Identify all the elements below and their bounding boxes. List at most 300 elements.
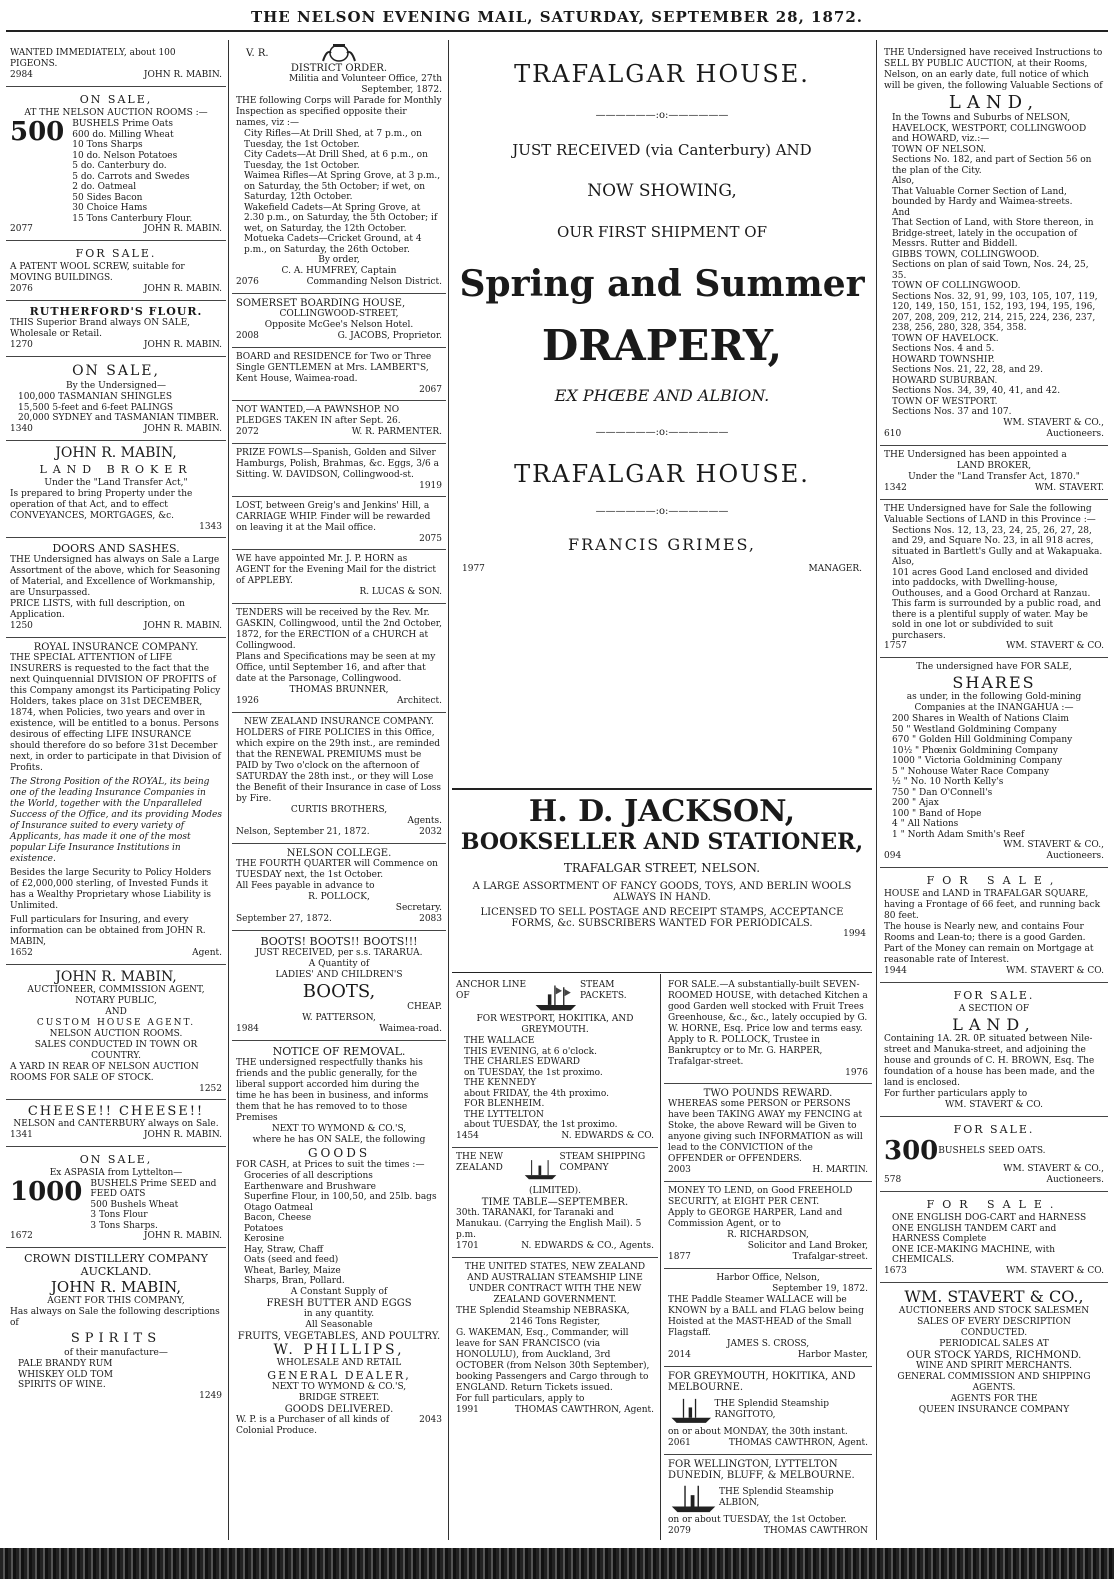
column-divider bbox=[228, 40, 229, 1540]
text: R. RICHARDSON, bbox=[727, 1230, 809, 1240]
text: AUCTIONEER, COMMISSION AGENT, bbox=[27, 984, 205, 995]
text: Harbor Master, bbox=[797, 1350, 868, 1360]
list-item: 3 Tons Sharps. bbox=[90, 1220, 158, 1231]
list-item: THE LYTTELTON bbox=[464, 1109, 544, 1120]
text: 1984 bbox=[236, 1024, 259, 1034]
text: 1270 bbox=[10, 340, 33, 350]
text: 1991 bbox=[456, 1404, 479, 1415]
column-3b bbox=[664, 976, 872, 1544]
text: 2079 bbox=[668, 1526, 691, 1536]
flour-ad bbox=[6, 301, 226, 357]
text: GOODS bbox=[307, 1146, 371, 1160]
text: NOW SHOWING, bbox=[587, 181, 737, 201]
text: 2072 bbox=[236, 427, 259, 437]
us-nz-steamship-ad bbox=[452, 1258, 658, 1421]
text: Has always on Sale the following descriptions of bbox=[10, 1307, 220, 1328]
text: A YARD IN REAR OF NELSON AUCTION ROOMS FOR SALE OF STOCK. bbox=[10, 1061, 199, 1083]
ad-rule bbox=[452, 788, 872, 790]
text: 500 bbox=[10, 117, 65, 147]
text: 2043 bbox=[419, 1414, 442, 1425]
text: All Seasonable bbox=[305, 1319, 373, 1330]
list-item: 10 Tons Sharps bbox=[72, 140, 143, 150]
text: FRANCIS GRIMES, bbox=[568, 535, 756, 554]
list-item: FOR BLENHEIM. bbox=[464, 1099, 545, 1109]
text: WANTED IMMEDIATELY, about 100 PIGEONS. bbox=[10, 48, 176, 69]
text: 1341 bbox=[10, 1129, 33, 1140]
item-list bbox=[456, 1036, 654, 1131]
text: The undersigned have FOR SALE, bbox=[916, 662, 1072, 672]
reward-ad bbox=[664, 1084, 872, 1182]
text: WM. STAVERT & CO. bbox=[945, 1100, 1043, 1110]
land-for-sale-ad bbox=[880, 500, 1108, 659]
list-item: 10½ " Phœnix Goldmining Company bbox=[892, 745, 1058, 756]
list-item: BUSHELS Prime SEED and FEED OATS bbox=[90, 1178, 217, 1199]
item-list bbox=[884, 1213, 1104, 1266]
list-item: Wakefield Cadets—At Spring Grove, at 2.30 p.m., on Saturday, the 5th October; if wet, on Saturday, the 12th October. bbox=[244, 202, 438, 234]
text: NOT WANTED,—A PAWNSHOP. NO PLEDGES TAKEN IN after Sept. 26. bbox=[236, 405, 401, 426]
text: Harbor Office, Nelson, bbox=[716, 1273, 820, 1283]
masthead: THE NELSON EVENING MAIL, SATURDAY, SEPTEMBER 28, 1872. bbox=[250, 8, 864, 26]
text: ——————:o:—————— bbox=[595, 427, 729, 438]
royal-arms-icon bbox=[319, 44, 359, 63]
text: 1757 bbox=[884, 641, 907, 651]
text: 1249 bbox=[199, 1390, 222, 1401]
district-order-ad bbox=[232, 44, 446, 294]
text: 2076 bbox=[236, 277, 259, 287]
text: THIS Superior Brand always ON SALE, Wholesale or Retail. bbox=[10, 318, 191, 339]
text: AGENTS. bbox=[972, 1382, 1016, 1393]
text: W. PHILLIPS, bbox=[273, 1341, 405, 1358]
text: THE following Corps will Parade for Monthly Inspection as specified opposite their names, viz :— bbox=[236, 96, 442, 128]
text: 1000 bbox=[10, 1176, 83, 1207]
text: September 27, 1872. bbox=[236, 914, 332, 924]
text: GENERAL DEALER, bbox=[267, 1368, 411, 1382]
list-item: 1000 " Victoria Goldmining Company bbox=[892, 756, 1063, 766]
text: NEW ZEALAND INSURANCE COMPANY. bbox=[244, 717, 434, 727]
lost-ad bbox=[232, 497, 446, 550]
removal-ad bbox=[232, 1041, 446, 1442]
text: THE FOURTH QUARTER will Commence on TUESDAY next, the 1st October. bbox=[236, 859, 438, 880]
text: PRICE LISTS, with full description, on Application. bbox=[10, 598, 185, 620]
text: EX PHŒBE AND ALBION. bbox=[554, 386, 770, 405]
list-item: That Section of Land, with Store thereon, in Bridge-street, lately in the occupation of Messrs. Rutter and Biddell. bbox=[892, 218, 1094, 249]
list-item: 2 do. Oatmeal bbox=[72, 182, 137, 192]
text: BRIDGE STREET. bbox=[298, 1392, 380, 1403]
list-item: about FRIDAY, the 4th proximo. bbox=[464, 1088, 609, 1099]
text: COLLINGWOOD-STREET, bbox=[279, 309, 399, 319]
text: LICENSED TO SELL POSTAGE AND RECEIPT STAMPS, ACCEPTANCE FORMS, &c. SUBSCRIBERS WANTED FOR PERIODICALS. bbox=[480, 907, 844, 929]
list-item: Also, bbox=[892, 176, 915, 186]
column-1 bbox=[6, 44, 226, 1544]
text: FOR WESTPORT, HOKITIKA, AND GREYMOUTH. bbox=[476, 1014, 634, 1035]
text: Containing 1A. 2R. 0P. situated between Nile-street and Manuka-street, and adjoining the house and grounds of C. H. BROWN, Esq. The foundation of a house has been made, and the land is enclosed. bbox=[884, 1034, 1095, 1088]
text: TENDERS will be received by the Rev. Mr. GASKIN, Collingwood, until the 2nd October, 1872, for the ERECTION of a CHURCH at Collingwood. bbox=[236, 608, 442, 651]
list-item: 30 Choice Hams bbox=[72, 203, 148, 213]
text: A SECTION OF bbox=[958, 1004, 1030, 1014]
masthead-rule bbox=[6, 30, 1108, 32]
land-broker-ad bbox=[6, 441, 226, 538]
list-item: Sections Nos. 32, 91, 99, 103, 105, 107, 119, 120, 149, 150, 151, 152, 193, 194, 195, 196, 207, 208, 209, 212, 214, 215, 224, 236, 237, 238, 256, 280, 328, 354, 358. bbox=[892, 291, 1098, 333]
text: 2032 bbox=[419, 827, 442, 837]
text: Trafalgar-street. bbox=[792, 1252, 868, 1262]
hd-jackson-ad bbox=[452, 794, 872, 974]
dog-cart-ad bbox=[880, 1192, 1108, 1283]
list-item: 200 Shares in Wealth of Nations Claim bbox=[892, 714, 1069, 724]
item-list bbox=[884, 526, 1104, 642]
text: JOHN R. MABIN, bbox=[55, 444, 177, 461]
text: Apply to GEORGE HARPER, Land and Commission Agent, or to bbox=[668, 1208, 843, 1229]
item-list bbox=[884, 714, 1104, 840]
column-2 bbox=[232, 44, 446, 1544]
item-list bbox=[10, 392, 222, 424]
text: BOOTS, bbox=[302, 981, 376, 1002]
list-item: WHISKEY OLD TOM bbox=[18, 1369, 113, 1380]
text: AND bbox=[105, 1006, 127, 1017]
text: CHEAP. bbox=[407, 1002, 442, 1012]
text: 1454 bbox=[456, 1130, 479, 1141]
text: Auctioneers. bbox=[1046, 428, 1104, 439]
list-item: Superfine Flour, in 100,50, and 25lb. bags bbox=[244, 1192, 437, 1202]
trafalgar-square-ad bbox=[880, 868, 1108, 983]
text: By the Undersigned— bbox=[65, 381, 167, 391]
text: The Strong Position of the ROYAL, its being one of the leading Insurance Companies in the World, together with the Unparalleled Success of the Office, and its providing Modes of Insurance suited to every variety of Applicants, has made it one of the most popular Life Insurance Institutions in existence. bbox=[10, 776, 223, 864]
cheese-ad bbox=[6, 1100, 226, 1147]
item-list bbox=[10, 1359, 222, 1391]
text: 578 bbox=[884, 1175, 902, 1185]
text: STEAM SHIPPING COMPANY bbox=[559, 1151, 646, 1173]
text: A LARGE ASSORTMENT OF FANCY GOODS, TOYS, AND BERLIN WOOLS ALWAYS IN HAND. bbox=[472, 881, 852, 903]
list-item: Sections Nos. 12, 13, 23, 24, 25, 26, 27, 28, and 29, and Square No. 23, in all 918 acres, situated in Bartlett's Gully and at Wakapuaka. bbox=[892, 525, 1103, 557]
text: on or about TUESDAY, the 1st October. bbox=[668, 1515, 847, 1525]
text: SPIRITS bbox=[70, 1331, 162, 1346]
text: AGENT FOR THIS COMPANY, bbox=[47, 1296, 185, 1306]
doors-ad bbox=[6, 538, 226, 638]
text: NEXT TO WYMOND & CO.'S, bbox=[271, 1381, 407, 1392]
text: AT THE NELSON AUCTION ROOMS :— bbox=[24, 108, 208, 118]
text: Agent. bbox=[192, 947, 222, 958]
column-divider bbox=[660, 974, 661, 1540]
text: 300 bbox=[884, 1136, 939, 1166]
text: ON SALE, bbox=[79, 93, 153, 106]
text: FOR SALE.—A substantially-built SEVEN-ROOMED HOUSE, with detached Kitchen a good Garden well stocked with Fruit Trees Greenhouse, &c., &c., lately occupied by G. W. HORNE, Esq. Price low and terms easy. bbox=[668, 980, 868, 1034]
list-item: Sections on plan of said Town, Nos. 24, 25, 35. bbox=[892, 260, 1089, 281]
nz-insurance-ad bbox=[232, 713, 446, 844]
text: NELSON and CANTERBURY always on Sale. bbox=[13, 1118, 219, 1129]
seed-oats-stavert-ad bbox=[880, 1117, 1108, 1192]
text: as under, in the following Gold-mining Companies at the INANGAHUA :— bbox=[906, 692, 1082, 713]
text: FOR WELLINGTON, LYTTELTON DUNEDIN, BLUFF, & MELBOURNE. bbox=[668, 1459, 855, 1481]
text: 2984 bbox=[10, 70, 33, 80]
trafalgar-house-ad bbox=[452, 44, 872, 684]
list-item: 50 Sides Bacon bbox=[72, 192, 143, 203]
list-item: Potatoes bbox=[244, 1223, 284, 1234]
item-list bbox=[884, 113, 1104, 418]
text: ——————:o:—————— bbox=[595, 506, 729, 517]
list-item: 3 Tons Flour bbox=[90, 1210, 148, 1220]
list-item: Waimea Rifles—At Spring Grove, at 3 p.m., on Saturday, the 5th October; if wet, on Saturday, 12th October. bbox=[244, 171, 441, 202]
list-item: That Valuable Corner Section of Land, bounded by Hardy and Waimea-streets. bbox=[892, 186, 1073, 207]
list-item: 600 do. Milling Wheat bbox=[72, 129, 174, 140]
text: LAND, bbox=[948, 92, 1040, 113]
text: 1877 bbox=[668, 1252, 691, 1262]
text: WHEREAS some PERSON or PERSONS have been TAKING AWAY my FENCING at Stoke, the above Reward will be Given to anyone giving such INFORMATION as will lead to the CONVICTION of the OFFENDER or OFFENDERS. bbox=[668, 1099, 863, 1164]
text: SOMERSET BOARDING HOUSE, bbox=[236, 298, 406, 309]
text: DISTRICT ORDER. bbox=[290, 63, 388, 74]
text: FOR SALE. bbox=[953, 1123, 1035, 1136]
text: LOST, between Greig's and Jenkins' Hill, a CARRIAGE WHIP. Finder will be rewarded on leaving it at the Mail office. bbox=[236, 501, 431, 533]
text: THE Undersigned has always on Sale a Large Assortment of the above, which for Seasoning of Material, and Excellence of Workmanship, are Unsurpassed. bbox=[10, 554, 221, 598]
list-item: City Cadets—At Drill Shed, at 6 p.m., on Tuesday, the 1st October. bbox=[244, 150, 428, 171]
text: THE UNITED STATES, NEW ZEALAND AND AUSTRALIAN STEAMSHIP LINE bbox=[464, 1261, 646, 1283]
column-3a bbox=[452, 976, 658, 1544]
text: 2083 bbox=[419, 914, 442, 924]
list-item: SPIRITS OF WINE. bbox=[18, 1380, 106, 1390]
text: 1926 bbox=[236, 696, 259, 706]
agent-appleby-ad bbox=[232, 550, 446, 604]
text: 1652 bbox=[10, 947, 33, 958]
text: THE Paddle Steamer WALLACE will be KNOWN by a BALL and FLAG below being Hoisted at the MAST-HEAD of the Small Flagstaff. bbox=[668, 1295, 864, 1338]
text: LAND BROKER bbox=[39, 462, 193, 476]
list-item: And bbox=[892, 207, 911, 218]
text: NELSON AUCTION ROOMS. bbox=[49, 1028, 183, 1039]
steamship-icon bbox=[532, 980, 580, 1014]
list-item: on TUESDAY, the 1st proximo. bbox=[464, 1067, 603, 1078]
text: JOHN R. MABIN. bbox=[143, 284, 222, 294]
text: QUEEN INSURANCE COMPANY bbox=[918, 1404, 1070, 1415]
list-item: 1 " North Adam Smith's Reef bbox=[892, 829, 1025, 840]
list-item: 15,500 5-feet and 6-feet PALINGS bbox=[18, 402, 174, 413]
text: A Quantity of bbox=[308, 959, 370, 969]
text: 2076 bbox=[10, 284, 33, 294]
text: Plans and Specifications may be seen at my Office, until September 16, and after that date at the Parsonage, Collingwood. bbox=[236, 652, 436, 684]
text: BOOKSELLER AND STATIONER, bbox=[460, 829, 864, 855]
text: DOORS AND SASHES. bbox=[52, 541, 180, 555]
list-item: In the Towns and Suburbs of NELSON, HAVELOCK, WESTPORT, COLLINGWOOD and HOWARD, viz.:— bbox=[892, 113, 1087, 144]
text: OUR STOCK YARDS, RICHMOND. bbox=[906, 1349, 1082, 1361]
text: GENERAL COMMISSION AND SHIPPING bbox=[897, 1371, 1091, 1382]
steamship-icon bbox=[668, 1481, 719, 1515]
text: where he has ON SALE, the following bbox=[252, 1135, 426, 1145]
text: OUR FIRST SHIPMENT OF bbox=[557, 223, 767, 241]
list-item: Sections Nos. 21, 22, 28, and 29. bbox=[892, 365, 1043, 375]
text: For further particulars apply to bbox=[884, 1089, 1028, 1099]
text: 1944 bbox=[884, 966, 907, 976]
text: NEXT TO WYMOND & CO.'S, bbox=[271, 1124, 407, 1134]
text: V. R. bbox=[246, 48, 269, 59]
text: 30th. TARANAKI, for Taranaki and Manukau. (Carrying the English Mail). 5 p.m. bbox=[456, 1207, 642, 1240]
list-item: 670 " Golden Hill Goldmining Company bbox=[892, 735, 1073, 745]
shingles-ad bbox=[6, 357, 226, 441]
text: A Constant Supply of bbox=[290, 1286, 388, 1297]
text: Auctioneers. bbox=[1046, 1175, 1104, 1185]
seed-oats-ad bbox=[6, 1147, 226, 1249]
list-item: Earthenware and Brushware bbox=[244, 1181, 376, 1192]
list-item: ONE ICE-MAKING MACHINE, with CHEMICALS. bbox=[892, 1244, 1055, 1265]
list-item: HOWARD SUBURBAN. bbox=[892, 375, 998, 386]
text: AUCTIONEERS AND STOCK SALESMEN bbox=[898, 1305, 1090, 1316]
text: 2061 bbox=[668, 1438, 691, 1448]
list-item: Sections Nos. 4 and 5. bbox=[892, 344, 995, 354]
text: JOHN R. MABIN. bbox=[143, 1231, 222, 1241]
text: BOARD and RESIDENCE for Two or Three Single GENTLEMEN at Mrs. LAMBERT'S, Kent House, Waimea-road. bbox=[236, 352, 432, 384]
list-item: Also, bbox=[892, 557, 915, 567]
text: 1340 bbox=[10, 423, 33, 434]
text: LADIES' AND CHILDREN'S bbox=[275, 970, 403, 980]
text: 2008 bbox=[236, 331, 259, 341]
text: C. A. HUMFREY, Captain bbox=[281, 266, 397, 276]
text: AGENTS FOR THE bbox=[950, 1393, 1038, 1404]
public-auction-ad bbox=[880, 44, 1108, 446]
text: WE have appointed Mr. J. P. HORN as AGENT for the Evening Mail for the district of APPLEBY. bbox=[236, 554, 437, 586]
text: Full particulars for Insuring, and every information can be obtained from JOHN R. MABIN, bbox=[10, 914, 206, 947]
list-item: TOWN OF HAVELOCK. bbox=[892, 333, 999, 344]
list-item: THE WALLACE bbox=[464, 1036, 535, 1046]
greymouth-ad bbox=[664, 1367, 872, 1455]
list-item: TOWN OF COLLINGWOOD. bbox=[892, 281, 1021, 291]
nz-shipping-ad bbox=[452, 1148, 658, 1258]
list-item: TOWN OF NELSON. bbox=[892, 144, 986, 155]
text: UNDER CONTRACT WITH THE NEW ZEALAND GOVERNMENT. bbox=[468, 1283, 642, 1305]
fowls-ad bbox=[232, 444, 446, 497]
text: WM. STAVERT & CO., bbox=[904, 1286, 1084, 1306]
text: The house is Nearly new, and contains Four Rooms and Lean-to; there is a good Garden. bbox=[884, 922, 1086, 943]
list-item: 101 acres Good Land enclosed and divided into paddocks, with Dwelling-house, Outhouses, and a Good Orchard at Ranzau. This farm is surrounded by a public road, and there is a plentiful supply of water. May be sold in one lot or subdivided to suit purchasers. bbox=[892, 567, 1102, 641]
text: Besides the large Security to Policy Holders of £2,000,000 sterling, of Invested Funds it has a Wealthy Proprietary whose Liability is Unlimited. bbox=[10, 867, 212, 911]
wanted-ad bbox=[6, 44, 226, 87]
list-item: 20,000 SYDNEY and TASMANIAN TIMBER. bbox=[18, 413, 219, 423]
text: For full particulars, apply to bbox=[456, 1393, 585, 1404]
text: 2014 bbox=[668, 1350, 691, 1360]
text: 094 bbox=[884, 851, 902, 861]
text: of their manufacture— bbox=[64, 1348, 168, 1358]
text: Spring and Summer bbox=[459, 263, 865, 305]
text: THE Splendid Steamship RANGITOTO, bbox=[714, 1399, 830, 1420]
steamship-icon bbox=[668, 1393, 714, 1427]
text: WM. STAVERT & CO., bbox=[1003, 417, 1104, 428]
text: THE Splendid Steamship ALBION, bbox=[719, 1487, 834, 1508]
text: SALES OF EVERY DESCRIPTION CONDUCTED. bbox=[917, 1316, 1071, 1338]
text: WM. STAVERT & CO. bbox=[1006, 1265, 1104, 1276]
text: STEAM PACKETS. bbox=[579, 980, 627, 1001]
text: ON SALE, bbox=[72, 363, 160, 379]
list-item: 4 " All Nations bbox=[892, 819, 959, 829]
text: A PATENT WOOL SCREW, suitable for MOVING BUILDINGS. bbox=[10, 262, 185, 283]
royal-insurance-ad bbox=[6, 638, 226, 965]
text: N. EDWARDS & CO. bbox=[561, 1130, 654, 1141]
text: FOR SALE. bbox=[75, 247, 157, 260]
text: THE SPECIAL ATTENTION of LIFE INSURERS is requested to the fact that the next Quinquennial DIVISION OF PROFITS of this Company amongst its Participating Policy Holders, takes place on 31st DECEMBER, 1874, when Policies, two years and over in existence, will be entitled to a bonus. Persons desirous of effecting LIFE INSURANCE should therefore do so before 31st December next, in order to participate in that Division of Profits. bbox=[10, 652, 221, 773]
text: JUST RECEIVED (via Canterbury) AND bbox=[512, 141, 812, 159]
text: Solicitor and Land Broker, bbox=[747, 1241, 868, 1251]
text: WM. STAVERT & CO. bbox=[1006, 966, 1104, 976]
text: All Fees payable in advance to bbox=[236, 881, 375, 891]
column-4 bbox=[880, 44, 1108, 1544]
text: 2077 bbox=[10, 224, 33, 234]
page-edge-band bbox=[0, 1548, 1114, 1579]
text: FOR SALE. bbox=[926, 1198, 1062, 1211]
list-item: PALE BRANDY RUM bbox=[18, 1359, 113, 1369]
text: WM. STAVERT. bbox=[1034, 482, 1104, 493]
list-item: about TUESDAY, the 1st proximo. bbox=[464, 1120, 618, 1130]
text: THE undersigned respectfully thanks his friends and the public generally, for the liberal support accorded him during the time he has been in business, and informs them that he has removed to to those Premises bbox=[236, 1058, 429, 1123]
text: 1977 bbox=[462, 564, 485, 574]
text: 1342 bbox=[884, 482, 907, 493]
text: 610 bbox=[884, 428, 902, 439]
text: PERIODICAL SALES AT bbox=[939, 1338, 1049, 1349]
list-item: City Rifles—At Drill Shed, at 7 p.m., on Tuesday, the 1st October. bbox=[244, 129, 422, 150]
text: SHARES bbox=[952, 673, 1036, 692]
list-item: ½ " No. 10 North Kelly's bbox=[892, 777, 1004, 787]
list-item: Sections Nos. 34, 39, 40, 41, and 42. bbox=[892, 386, 1061, 396]
text: 2146 Tons Register, bbox=[509, 1316, 601, 1327]
text: LAND, bbox=[952, 1015, 1036, 1034]
list-item: GIBBS TOWN, COLLINGWOOD. bbox=[892, 249, 1040, 260]
text: 1673 bbox=[884, 1265, 907, 1276]
text: GOODS DELIVERED. bbox=[284, 1403, 394, 1415]
text: JOHN R. MABIN. bbox=[143, 620, 222, 631]
house-for-sale-ad bbox=[664, 976, 872, 1084]
text: JAMES S. CROSS, bbox=[726, 1339, 810, 1349]
text: WHOLESALE AND RETAIL bbox=[276, 1357, 402, 1368]
text: on or about MONDAY, the 30th instant. bbox=[668, 1427, 848, 1437]
text: Architect. bbox=[397, 696, 442, 706]
text: G. JACOBS, Proprietor. bbox=[337, 331, 442, 341]
list-item: HOWARD TOWNSHIP. bbox=[892, 354, 995, 365]
text: HOUSE and LAND in TRAFALGAR SQUARE, having a Frontage of 66 feet, and running back 80 feet. bbox=[884, 889, 1101, 921]
text: THE Undersigned has been appointed a bbox=[884, 449, 1067, 460]
text: JOHN R. MABIN, bbox=[55, 968, 177, 985]
list-item: ONE ENGLISH DOG-CART and HARNESS bbox=[892, 1213, 1087, 1223]
text: 2067 bbox=[419, 385, 442, 395]
text: WINE AND SPIRIT MERCHANTS. bbox=[916, 1360, 1072, 1371]
list-item: 200 " Ajax bbox=[892, 798, 939, 808]
text: Opposite McGee's Nelson Hotel. bbox=[264, 320, 414, 330]
text: Under the "Land Transfer Act, 1870." bbox=[908, 471, 1080, 482]
wool-screw-ad bbox=[6, 241, 226, 301]
text: N. EDWARDS & CO., Agents. bbox=[521, 1240, 654, 1251]
text: HOLDERS of FIRE POLICIES in this Office, which expire on the 29th inst., are reminded that the RENEWAL PREMIUMS must be PAID by Two o'clock on the afternoon of SATURDAY the 28th inst., or they will Lose the Benefit of their Insurance in case of Loss by Fire. bbox=[236, 728, 441, 804]
auctioneer-ad bbox=[6, 965, 226, 1100]
list-item: Hay, Straw, Chaff bbox=[244, 1244, 324, 1255]
text: FOR SALE, bbox=[926, 874, 1062, 887]
list-item: 5 do. Canterbury do. bbox=[72, 161, 167, 171]
anchor-line-ad bbox=[452, 976, 658, 1148]
boots-ad bbox=[232, 931, 446, 1041]
list-item: Motueka Cadets—Cricket Ground, at 4 p.m., on Saturday, the 26th October. bbox=[244, 234, 422, 255]
text: September 19, 1872. bbox=[772, 1284, 868, 1294]
tenders-ad bbox=[232, 604, 446, 713]
text: R. LUCAS & SON. bbox=[359, 587, 442, 597]
text: BOOTS! BOOTS!! BOOTS!!! bbox=[260, 935, 418, 948]
text: DRAPERY, bbox=[541, 321, 783, 370]
text: CROWN DISTILLERY COMPANY AUCKLAND. bbox=[24, 1252, 208, 1278]
crown-distillery-ad bbox=[6, 1248, 226, 1406]
text: THE NEW ZEALAND bbox=[456, 1151, 503, 1173]
text: WM. STAVERT & CO. bbox=[1006, 641, 1104, 651]
text: Secretary. bbox=[395, 903, 442, 913]
list-item: 5 " Nohouse Water Race Company bbox=[892, 766, 1050, 777]
text: THOMAS CAWTHRON, Agent. bbox=[728, 1438, 868, 1448]
text: By order, bbox=[318, 255, 360, 265]
text: Ex ASPASIA from Lyttelton— bbox=[49, 1167, 183, 1178]
text: 2075 bbox=[419, 534, 442, 544]
text: Auctioneers. bbox=[1046, 851, 1104, 861]
list-item: Groceries of all descriptions bbox=[244, 1171, 373, 1181]
land-broker-stavert-ad bbox=[880, 446, 1108, 500]
text: Apply to R. POLLOCK, Trustee in Bankruptcy or to Mr. G. HARPER, Trafalgar-street. bbox=[668, 1035, 823, 1067]
list-item: BUSHELS Prime Oats bbox=[72, 119, 174, 129]
text: 1994 bbox=[843, 929, 866, 939]
